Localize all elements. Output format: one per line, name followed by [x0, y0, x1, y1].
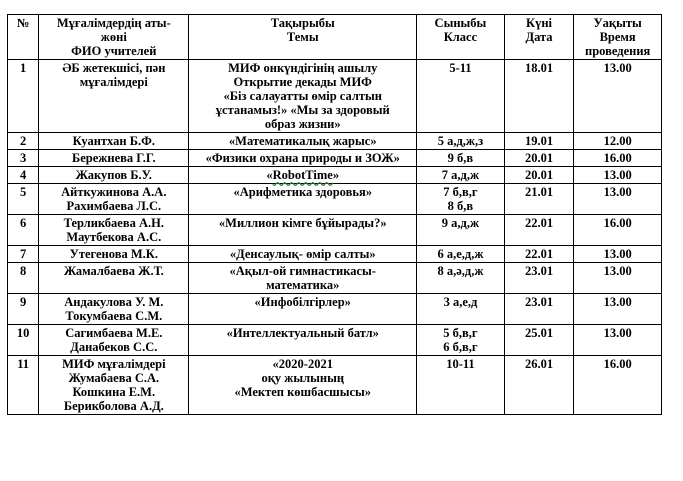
- teacher-name: Кошкина Е.М.: [72, 385, 156, 399]
- row-number: 8: [8, 263, 39, 294]
- topic-line: «Денсаулық- өмір салты»: [229, 247, 376, 261]
- topic-line: «Физики охрана природы и ЗОЖ»: [205, 151, 400, 165]
- topic-cell: [189, 356, 417, 415]
- class-line: 5-11: [449, 61, 472, 75]
- topic-cell: [189, 294, 417, 325]
- row-number: 3: [8, 150, 39, 167]
- date-cell: 22.01: [504, 215, 574, 246]
- date-cell: 26.01: [504, 356, 574, 415]
- table-row: [8, 150, 662, 167]
- class-line: 5 а,д,ж,з: [437, 134, 484, 148]
- topic-line: «RobotTime»: [266, 168, 340, 182]
- time-cell: 13.00: [574, 60, 662, 133]
- class-line: 9 а,д,ж: [441, 216, 480, 230]
- time-cell: 13.00: [574, 263, 662, 294]
- header-teacher-line: ФИО учителей: [71, 44, 157, 58]
- class-cell: [417, 60, 505, 133]
- teacher-name: Токумбаева С.М.: [65, 309, 163, 323]
- schedule-table: [7, 14, 662, 415]
- table-row: [8, 294, 662, 325]
- teacher-cell: [39, 215, 189, 246]
- table-row: [8, 356, 662, 415]
- topic-line: оқу жылының: [261, 371, 345, 385]
- time-cell: 13.00: [574, 167, 662, 184]
- header-topic-line: Темы: [286, 30, 319, 44]
- teacher-cell: [39, 60, 189, 133]
- table-row: [8, 246, 662, 263]
- topic-line: МИФ онкүндігінің ашылу: [228, 61, 378, 75]
- row-number: 1: [8, 60, 39, 133]
- teacher-cell: [39, 325, 189, 356]
- teacher-name: Терликбаева А.Н.: [63, 216, 164, 230]
- topic-cell: [189, 167, 417, 184]
- row-number: 10: [8, 325, 39, 356]
- teacher-cell: [39, 150, 189, 167]
- time-cell: 13.00: [574, 294, 662, 325]
- topic-line: «Ақыл-ой гимнастикасы-: [229, 264, 376, 278]
- teacher-name: Жамалбаева Ж.Т.: [63, 264, 164, 278]
- class-cell: [417, 215, 505, 246]
- row-number: 2: [8, 133, 39, 150]
- date-cell: 20.01: [504, 167, 574, 184]
- spellcheck-mark: RobotTime: [272, 168, 333, 182]
- class-line: 8 а,ә,д,ж: [437, 264, 484, 278]
- row-number: 11: [8, 356, 39, 415]
- teacher-cell: [39, 263, 189, 294]
- header-teacher-line: жөні: [100, 30, 127, 44]
- topic-line: образ жизни»: [264, 117, 341, 131]
- topic-line: «Интеллектуальный батл»: [226, 326, 379, 340]
- header-time-line: Время: [599, 30, 636, 44]
- time-cell: 13.00: [574, 184, 662, 215]
- header-teacher: [39, 15, 189, 60]
- row-number: 7: [8, 246, 39, 263]
- class-line: 3 а,е,д: [443, 295, 478, 309]
- topic-line: Открытие декады МИФ: [233, 75, 372, 89]
- time-cell: 16.00: [574, 356, 662, 415]
- class-line: 7 а,д,ж: [441, 168, 480, 182]
- class-cell: [417, 356, 505, 415]
- header-num: №: [8, 15, 39, 60]
- date-cell: 25.01: [504, 325, 574, 356]
- teacher-name: МИФ мұғалімдері: [62, 357, 166, 371]
- teacher-cell: [39, 133, 189, 150]
- table-row: [8, 133, 662, 150]
- header-date-line: Күні: [526, 16, 553, 30]
- header-time-line: Уақыты: [593, 16, 642, 30]
- table-row: [8, 60, 662, 133]
- header-class: [417, 15, 505, 60]
- teacher-name: Утегенова М.К.: [69, 247, 158, 261]
- table-row: [8, 325, 662, 356]
- class-line: 10-11: [446, 357, 475, 371]
- teacher-name: Жумабаева С.А.: [68, 371, 160, 385]
- topic-line: ұстанамыз!» «Мы за здоровый: [215, 103, 390, 117]
- topic-cell: [189, 150, 417, 167]
- header-date-line: Дата: [525, 30, 553, 44]
- table-row: [8, 215, 662, 246]
- date-cell: 19.01: [504, 133, 574, 150]
- table-row: [8, 167, 662, 184]
- teacher-cell: [39, 184, 189, 215]
- teacher-name: Сагимбаева М.Е.: [65, 326, 163, 340]
- teacher-name: Андакулова У. М.: [64, 295, 164, 309]
- topic-line: «Математикалық жарыс»: [228, 134, 377, 148]
- class-line: 6 а,е,д,ж: [437, 247, 484, 261]
- teacher-name: Айткужинова А.А.: [61, 185, 167, 199]
- table-body: [8, 60, 662, 415]
- class-cell: [417, 133, 505, 150]
- class-cell: [417, 150, 505, 167]
- row-number: 5: [8, 184, 39, 215]
- class-line: 6 б,в,г: [443, 340, 478, 354]
- topic-cell: [189, 215, 417, 246]
- date-cell: 22.01: [504, 246, 574, 263]
- header-date: [504, 15, 574, 60]
- date-cell: 23.01: [504, 294, 574, 325]
- teacher-cell: [39, 356, 189, 415]
- header-time-line: проведения: [585, 44, 651, 58]
- time-cell: 16.00: [574, 215, 662, 246]
- teacher-name: Маутбекова А.С.: [66, 230, 162, 244]
- teacher-name: Данабеков С.С.: [70, 340, 158, 354]
- time-cell: 13.00: [574, 325, 662, 356]
- class-cell: [417, 325, 505, 356]
- teacher-cell: [39, 167, 189, 184]
- class-cell: [417, 294, 505, 325]
- topic-line: «2020-2021: [272, 357, 333, 371]
- topic-cell: [189, 246, 417, 263]
- teacher-name: Жакупов Б.У.: [75, 168, 152, 182]
- header-topic-line: Тақырыбы: [270, 16, 335, 30]
- table-row: [8, 263, 662, 294]
- topic-line: математика»: [266, 278, 340, 292]
- class-line: 5 б,в,г: [443, 326, 478, 340]
- row-number: 9: [8, 294, 39, 325]
- teacher-name: ӘБ жетекшісі, пән: [62, 61, 166, 75]
- time-cell: 16.00: [574, 150, 662, 167]
- topic-cell: [189, 133, 417, 150]
- topic-line: «Біз салауатты өмір салтын: [223, 89, 382, 103]
- class-cell: [417, 167, 505, 184]
- teacher-name: Бережнева Г.Г.: [72, 151, 156, 165]
- date-cell: 21.01: [504, 184, 574, 215]
- teacher-cell: [39, 294, 189, 325]
- topic-cell: [189, 263, 417, 294]
- class-line: 9 б,в: [447, 151, 474, 165]
- teacher-name: Куантхан Б.Ф.: [72, 134, 155, 148]
- class-cell: [417, 246, 505, 263]
- class-cell: [417, 184, 505, 215]
- date-cell: 20.01: [504, 150, 574, 167]
- topic-line: «Инфобілгірлер»: [254, 295, 351, 309]
- table-header: [8, 15, 662, 60]
- table-row: [8, 184, 662, 215]
- header-topic: [189, 15, 417, 60]
- header-teacher-line: Мұғалімдердің аты-: [56, 16, 171, 30]
- class-line: 7 б,в,г: [443, 185, 478, 199]
- date-cell: 18.01: [504, 60, 574, 133]
- row-number: 4: [8, 167, 39, 184]
- header-row: [8, 15, 662, 60]
- teacher-name: Берикболова А.Д.: [63, 399, 164, 413]
- time-cell: 13.00: [574, 246, 662, 263]
- teacher-cell: [39, 246, 189, 263]
- time-cell: 12.00: [574, 133, 662, 150]
- class-cell: [417, 263, 505, 294]
- date-cell: 23.01: [504, 263, 574, 294]
- header-class-line: Класс: [443, 30, 478, 44]
- topic-cell: [189, 60, 417, 133]
- topic-line: «Арифметика здоровья»: [233, 185, 372, 199]
- header-class-line: Сыныбы: [434, 16, 487, 30]
- row-number: 6: [8, 215, 39, 246]
- topic-line: «Мектеп көшбасшысы»: [234, 385, 372, 399]
- teacher-name: мұғалімдері: [79, 75, 148, 89]
- header-time: [574, 15, 662, 60]
- topic-cell: [189, 184, 417, 215]
- topic-line: «Миллион кімге бұйырады?»: [218, 216, 387, 230]
- topic-cell: [189, 325, 417, 356]
- teacher-name: Рахимбаева Л.С.: [66, 199, 162, 213]
- class-line: 8 б,в: [447, 199, 474, 213]
